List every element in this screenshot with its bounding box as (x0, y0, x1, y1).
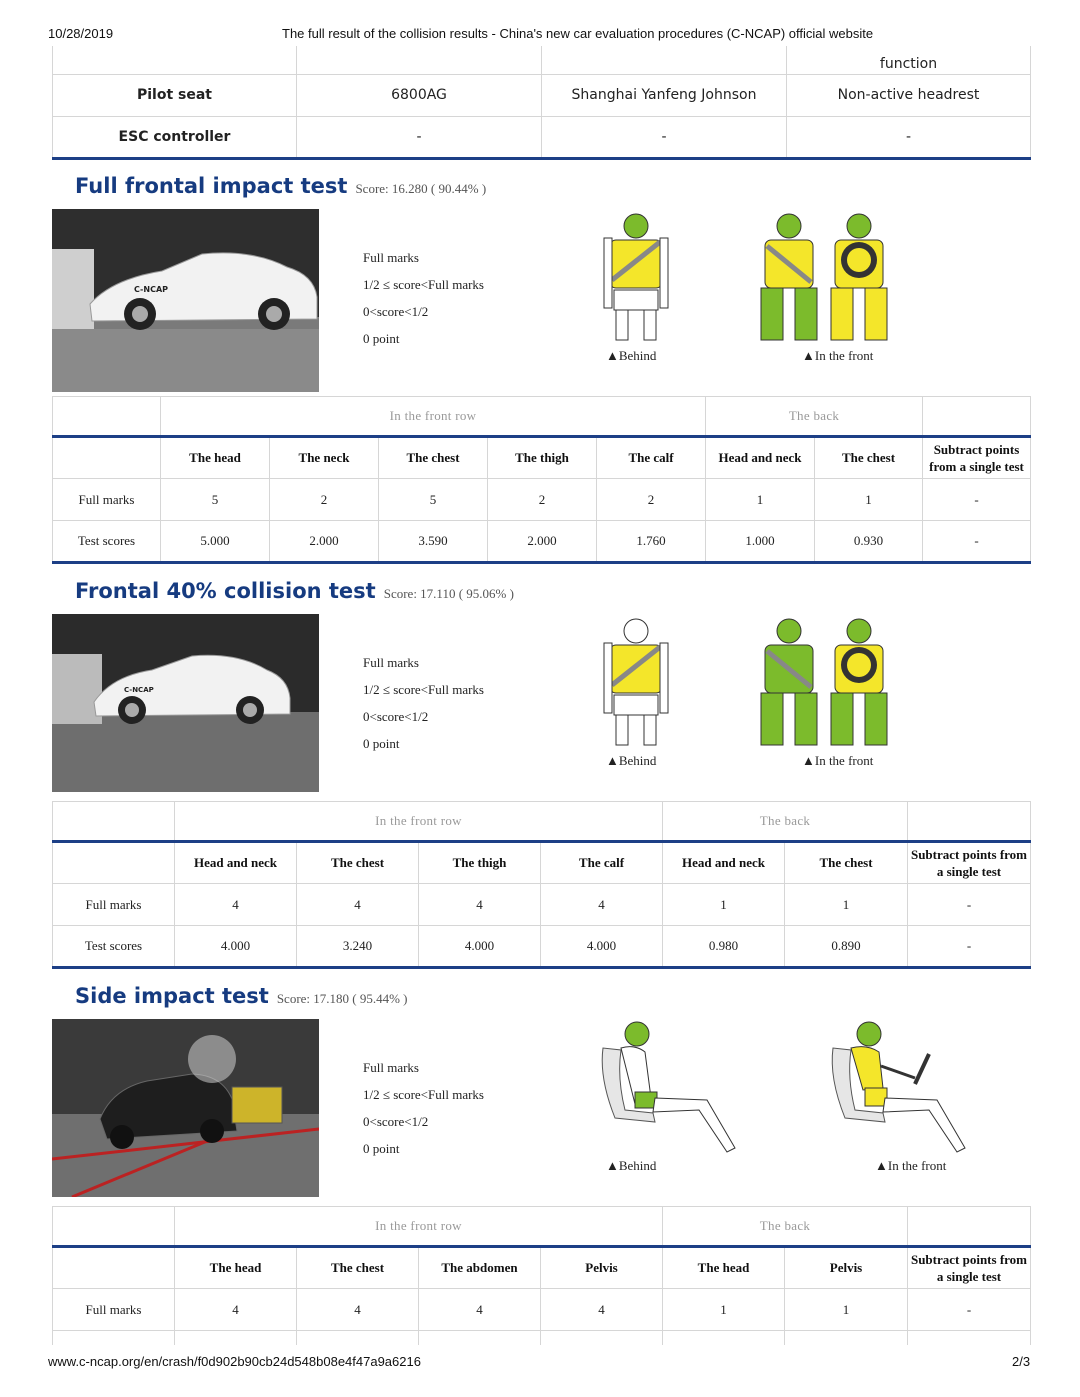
caption-front: ▲In the front (802, 753, 874, 768)
section-score: Score: 17.180 ( 95.44% ) (276, 991, 408, 1006)
cell: 0.980 (663, 926, 785, 968)
cell: 5 (161, 479, 270, 521)
cell: 4 (297, 884, 419, 926)
table-row (53, 74, 1031, 116)
header-cell: Pelvis (785, 1247, 908, 1289)
cell: 4 (541, 884, 663, 926)
caption-behind: ▲Behind (606, 1158, 657, 1173)
table-row (53, 926, 1031, 968)
cell: - (908, 926, 1031, 968)
caption-behind: ▲Behind (606, 753, 657, 768)
header-cell: Subtract points from a single test (923, 437, 1031, 479)
header-cell: The head (161, 437, 270, 479)
row-label: Full marks (53, 884, 175, 926)
results-table-full-frontal (52, 396, 1031, 564)
header-cell: The chest (297, 842, 419, 884)
header-cell: The head (663, 1247, 785, 1289)
section-title-full-frontal: Full frontal impact test Score: 16.280 ( 90.44% ) (75, 174, 487, 198)
cell (53, 1207, 175, 1247)
group-front-row: In the front row (175, 1207, 663, 1247)
header-cell: Subtract points from a single test (908, 1247, 1031, 1289)
table-row (53, 884, 1031, 926)
row-label: Full marks (53, 1289, 175, 1331)
legend-zero: 0 point (363, 331, 400, 346)
component-table (52, 46, 1031, 160)
print-title: The full result of the collision results - China's new car evaluation procedures (C-NCAP) official website (282, 26, 874, 41)
cell: 3.590 (379, 521, 488, 563)
cell: - (542, 116, 787, 158)
table-row (53, 1331, 1031, 1345)
cell (908, 802, 1031, 842)
cell: 1 (815, 479, 923, 521)
cell: - (787, 116, 1031, 158)
cell: 1.760 (597, 521, 706, 563)
header-cell: The head (175, 1247, 297, 1289)
photo-logo: C-NCAP (124, 686, 154, 694)
header-cell: The chest (297, 1247, 419, 1289)
cell: 1 (663, 1289, 785, 1331)
cell: 1 (663, 884, 785, 926)
header-cell: The chest (379, 437, 488, 479)
header-cell (53, 437, 161, 479)
table-row (53, 1289, 1031, 1331)
cell: 2 (488, 479, 597, 521)
side-dummy-front-icon (825, 1018, 975, 1160)
legend-zero: 0 point (363, 736, 400, 751)
cell (53, 46, 297, 74)
cell: - (923, 521, 1031, 563)
group-back: The back (706, 397, 923, 437)
cell: 4 (175, 884, 297, 926)
footer-url[interactable]: www.c-ncap.org/en/crash/f0d902b90cb24d548b08e4f47a9a6216 (48, 1354, 421, 1369)
cell: 4.000 (419, 926, 541, 968)
cell: 5.000 (161, 521, 270, 563)
table-header-row (53, 437, 1031, 479)
legend-full: Full marks (363, 250, 419, 265)
row-label: Test scores (53, 521, 161, 563)
header-cell: Head and neck (175, 842, 297, 884)
dummy-rear-icon (600, 210, 680, 350)
cell: 2 (597, 479, 706, 521)
cell: 5 (379, 479, 488, 521)
dummy-front-icon (755, 615, 905, 755)
crash-photo-side-impact (52, 1019, 319, 1197)
cell: 4.000 (175, 926, 297, 968)
cell: 4 (541, 1289, 663, 1331)
crash-photo-frontal-40 (52, 614, 319, 792)
caption-front: ▲In the front (802, 348, 874, 363)
cell: 1 (706, 479, 815, 521)
score-legend (363, 1054, 484, 1162)
cell (908, 1207, 1031, 1247)
section-score: Score: 17.110 ( 95.06% ) (383, 586, 514, 601)
cell: - (908, 1289, 1031, 1331)
cell: - (908, 884, 1031, 926)
cell: - (297, 116, 542, 158)
dummy-rear-icon (600, 615, 680, 755)
legend-half: 1/2 ≤ score<Full marks (363, 277, 484, 292)
cell (542, 46, 787, 74)
header-cell: Subtract points from a single test (908, 842, 1031, 884)
crash-photo-full-frontal (52, 209, 319, 392)
group-front-row: In the front row (175, 802, 663, 842)
cell: 6800AG (297, 74, 542, 116)
legend-low: 0<score<1/2 (363, 1114, 429, 1129)
cell: 4 (419, 884, 541, 926)
legend-low: 0<score<1/2 (363, 709, 429, 724)
row-label: Test scores (53, 926, 175, 968)
cell: 2.000 (488, 521, 597, 563)
legend-low: 0<score<1/2 (363, 304, 429, 319)
cell: 0.890 (785, 926, 908, 968)
group-front-row: In the front row (161, 397, 706, 437)
table-row (53, 46, 1031, 74)
results-table-frontal-40 (52, 801, 1031, 969)
cell: 4 (297, 1289, 419, 1331)
legend-full: Full marks (363, 655, 419, 670)
cell: 3.240 (297, 926, 419, 968)
table-header-row (53, 1247, 1031, 1289)
header-cell (53, 1247, 175, 1289)
cell: function (787, 46, 1031, 74)
header-cell: Head and neck (663, 842, 785, 884)
photo-logo: C-NCAP (134, 285, 168, 294)
group-back: The back (663, 802, 908, 842)
section-title-side-impact: Side impact test Score: 17.180 ( 95.44% ) (75, 984, 408, 1008)
cell: 1 (785, 884, 908, 926)
header-cell: Pelvis (541, 1247, 663, 1289)
row-label: Full marks (53, 479, 161, 521)
cell: 1.000 (706, 521, 815, 563)
cell: 1 (785, 1289, 908, 1331)
header-cell: Head and neck (706, 437, 815, 479)
header-cell: The calf (597, 437, 706, 479)
header-cell: The neck (270, 437, 379, 479)
table-row (53, 521, 1031, 563)
results-table-side-impact (52, 1206, 1031, 1345)
cell: 4 (419, 1289, 541, 1331)
table-row (53, 116, 1031, 158)
header-cell: The thigh (419, 842, 541, 884)
header-cell: The chest (785, 842, 908, 884)
table-header-row (53, 842, 1031, 884)
header-cell: The calf (541, 842, 663, 884)
cell: - (923, 479, 1031, 521)
cell: 4.000 (541, 926, 663, 968)
row-label: Pilot seat (53, 74, 297, 116)
header-cell: The thigh (488, 437, 597, 479)
section-score: Score: 16.280 ( 90.44% ) (355, 181, 487, 196)
cell: 4 (175, 1289, 297, 1331)
header-cell: The chest (815, 437, 923, 479)
cell: Non-active headrest (787, 74, 1031, 116)
cell (923, 397, 1031, 437)
header-cell: The abdomen (419, 1247, 541, 1289)
cell (297, 46, 542, 74)
table-row (53, 1207, 1031, 1247)
dummy-front-icon (755, 210, 905, 350)
group-back: The back (663, 1207, 908, 1247)
cell: Shanghai Yanfeng Johnson (542, 74, 787, 116)
cell (53, 397, 161, 437)
section-title-frontal-40: Frontal 40% collision test Score: 17.110 ( 95.06% ) (75, 579, 514, 603)
cell: 2 (270, 479, 379, 521)
cell: 0.930 (815, 521, 923, 563)
header-cell (53, 842, 175, 884)
caption-front: ▲In the front (875, 1158, 947, 1173)
side-dummy-rear-icon (595, 1018, 745, 1160)
score-legend (363, 649, 484, 757)
legend-zero: 0 point (363, 1141, 400, 1156)
cell (53, 802, 175, 842)
legend-half: 1/2 ≤ score<Full marks (363, 1087, 484, 1102)
row-label: ESC controller (53, 116, 297, 158)
score-legend (363, 244, 484, 352)
page-number: 2/3 (1012, 1354, 1031, 1369)
table-row (53, 397, 1031, 437)
table-row (53, 802, 1031, 842)
print-date: 10/28/2019 (48, 26, 114, 41)
cell: 2.000 (270, 521, 379, 563)
table-row (53, 479, 1031, 521)
legend-half: 1/2 ≤ score<Full marks (363, 682, 484, 697)
legend-full: Full marks (363, 1060, 419, 1075)
caption-behind: ▲Behind (606, 348, 657, 363)
